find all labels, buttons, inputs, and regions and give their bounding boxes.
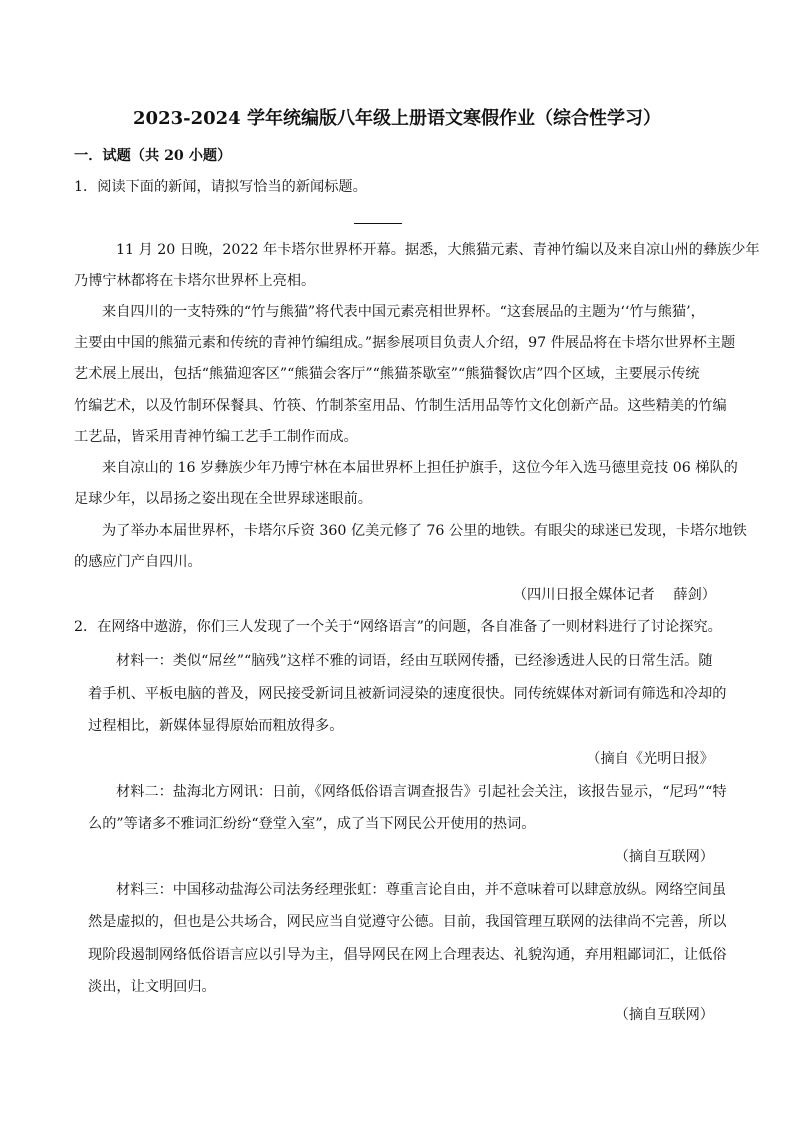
q2-material-line: 着手机、平板电脑的普及，网民接受新词且被新词浸染的速度很快。同传统媒体对新词有筛选和冷却的 xyxy=(88,686,727,702)
q1-text-line: 主要由中国的熊猫元素和传统的青神竹编组成。”据参展项目负责人介绍，97 件展品将在卡塔尔世界杯主题 xyxy=(74,335,736,351)
q2-material-line: 过程相比，新媒体显得原始而粗放得多。 xyxy=(88,718,344,734)
q2-material-line: 然是虚拟的，但也是公共场合，网民应当自觉遵守公德。目前，我国管理互联网的法律尚不完善，所以 xyxy=(88,914,727,930)
q1-text-line: 的感应门产自四川。 xyxy=(74,554,202,570)
q2-material-source: （摘自互联网） xyxy=(614,849,714,865)
q1-text-line: 来自凉山的 16 岁彝族少年乃博宁林在本届世界杯上担任护旗手，这位今年入选马德里竞技 06 梯队的 xyxy=(102,460,738,476)
q1-text-line: 足球少年，以昂扬之姿出现在全世界球迷眼前。 xyxy=(74,491,372,507)
q2-prompt: 2．在网络中遨游，你们三人发现了一个关于“网络语言”的问题，各自准备了一则材料进行了讨论探究。 xyxy=(74,619,722,635)
q2-material-source: （摘自《光明日报》 xyxy=(586,751,714,767)
page-title: 2023-2024 学年统编版八年级上册语文寒假作业（综合性学习） xyxy=(133,108,661,129)
q1-text-line: 来自四川的一支特殊的“竹与熊猫”将代表中国元素亮相世界杯。“这套展品的主题为‘‘竹与熊猫’， xyxy=(102,304,705,320)
section-heading: 一．试题（共 20 小题） xyxy=(74,148,232,164)
q2-material-line: 么的”等诸多不雅词汇纷纷“登堂入室”，成了当下网民公开使用的热词。 xyxy=(88,816,536,832)
q2-material-line: 现阶段遏制网络低俗语言应以引导为主，倡导网民在网上合理表达、礼貌沟通，弃用粗鄙词汇，让低俗 xyxy=(88,947,727,963)
q1-source: （四川日报全媒体记者 薛剑） xyxy=(512,587,716,603)
q2-material-line: 材料一：类似“屌丝”“脑残”这样不雅的词语，经由互联网传播，已经渗透进人民的日常生活。随 xyxy=(116,653,713,669)
q2-material-line: 材料三：中国移动盐海公司法务经理张虹：尊重言论自由，并不意味着可以肆意放纵。网络空间虽 xyxy=(116,882,727,898)
q1-text-line: 乃博宁林都将在卡塔尔世界杯上亮相。 xyxy=(74,273,316,289)
q1-text-line: 为了举办本届世界杯，卡塔尔斥资 360 亿美元修了 76 公里的地铁。有眼尖的球迷已发现，卡塔尔地铁 xyxy=(102,523,747,539)
q1-text-line: 艺术展上展出，包括“熊猫迎客区”“熊猫会客厅”“熊猫茶歇室”“熊猫餐饮店”四个区域，主要展示传统 xyxy=(74,366,700,382)
q2-material-line: 材料二：盐海北方网讯：日前，《网络低俗语言调查报告》引起社会关注，该报告显示，“尼玛”“特 xyxy=(116,784,727,800)
q1-text-line: 工艺品，皆采用青神竹编工艺手工制作而成。 xyxy=(74,429,358,445)
q2-material-source: （摘自互联网） xyxy=(614,1007,714,1023)
q1-prompt: 1．阅读下面的新闻，请拟写恰当的新闻标题。 xyxy=(74,179,367,195)
q1-text-line: 竹编艺术，以及竹制环保餐具、竹筷、竹制茶室用品、竹制生活用品等竹文化创新产品。这些精美的竹编 xyxy=(74,398,727,414)
q2-material-line: 淡出，让文明回归。 xyxy=(88,979,216,995)
answer-blank-line xyxy=(354,223,402,224)
q1-text-line: 11 月 20 日晚，2022 年卡塔尔世界杯开幕。据悉，大熊猫元素、青神竹编以及来自凉山州的彝族少年 xyxy=(116,242,760,258)
